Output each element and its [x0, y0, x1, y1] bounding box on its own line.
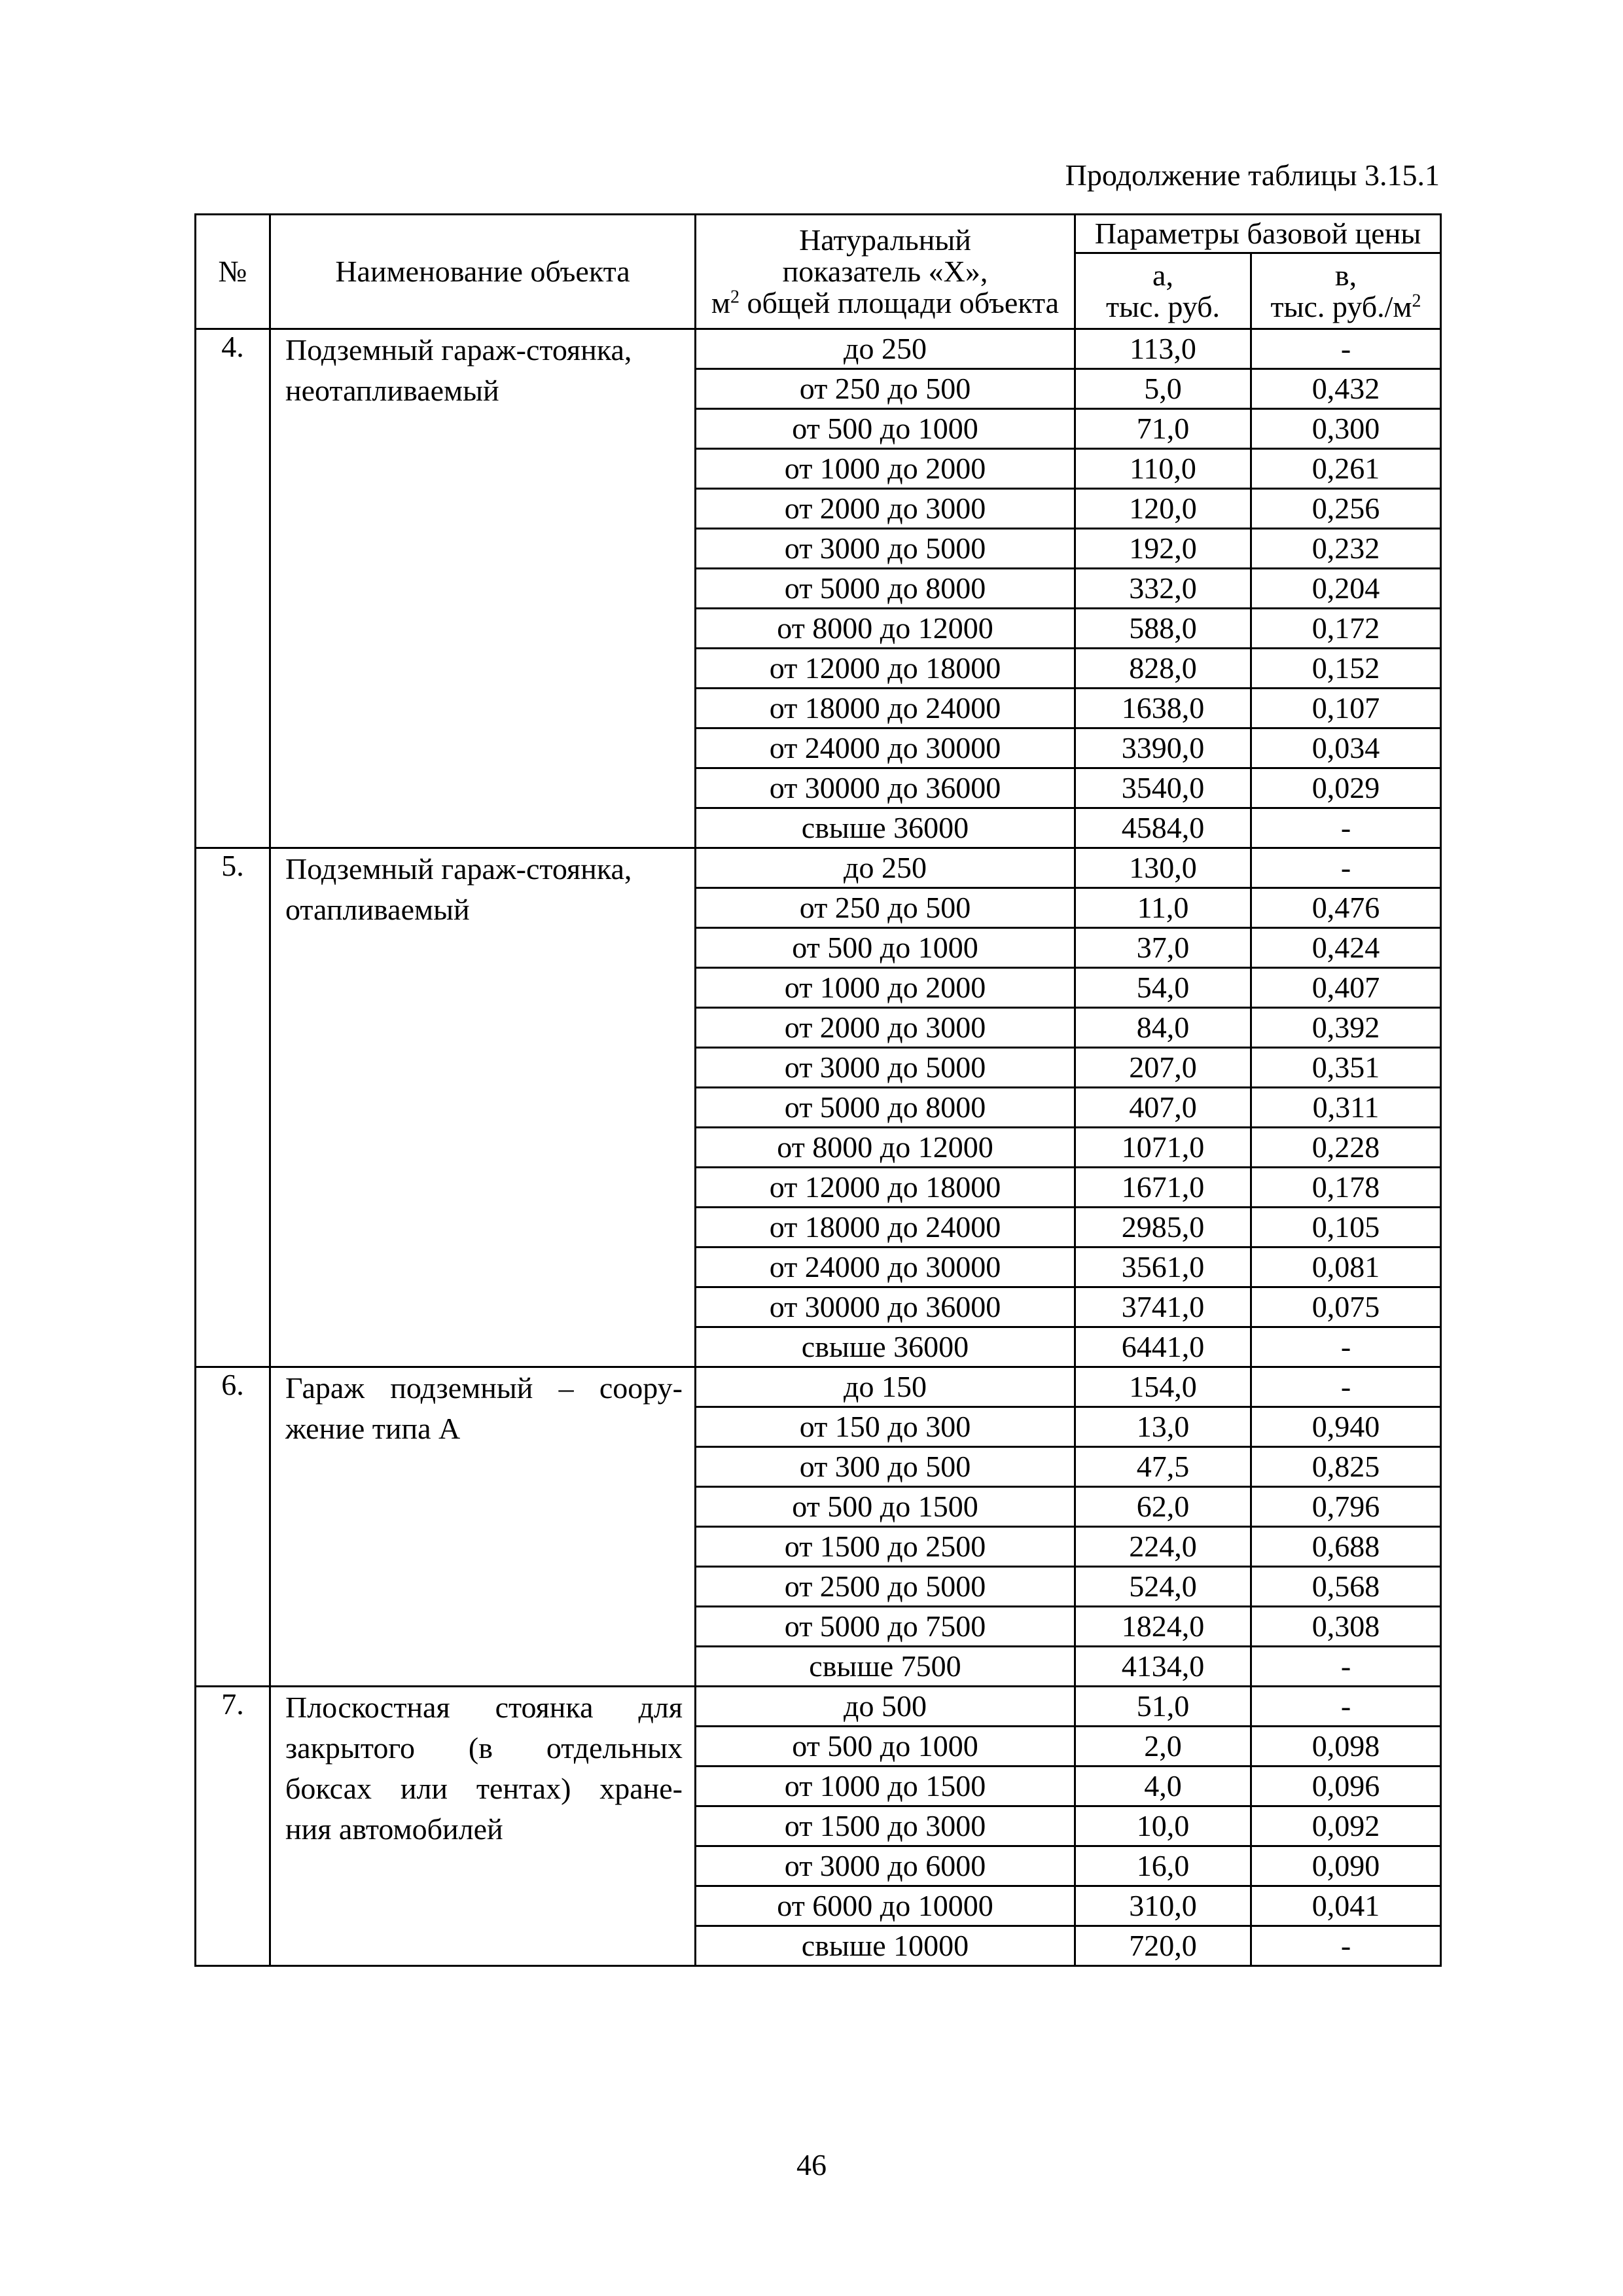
header-param-a	[1075, 253, 1251, 329]
param-b-value: -	[1251, 808, 1441, 848]
param-b-value: 0,825	[1251, 1447, 1441, 1487]
param-a-value: 37,0	[1075, 928, 1251, 968]
param-b-value: 0,311	[1251, 1088, 1441, 1128]
header-price-params: Параметры базовой цены	[1075, 215, 1441, 253]
param-b-value: 0,172	[1251, 609, 1441, 649]
param-b-value: 0,261	[1251, 449, 1441, 489]
param-b-value: -	[1251, 848, 1441, 888]
param-b-value: 0,940	[1251, 1407, 1441, 1447]
param-b-value: 0,300	[1251, 409, 1441, 449]
param-b-value: 0,476	[1251, 888, 1441, 928]
indicator-range: до 500	[696, 1687, 1075, 1727]
object-name-line: закрытого (в отдельных	[285, 1731, 683, 1765]
indicator-range: от 8000 до 12000	[696, 609, 1075, 649]
indicator-range: от 2000 до 3000	[696, 489, 1075, 529]
param-b-value: 0,096	[1251, 1767, 1441, 1806]
param-a-value: 130,0	[1075, 848, 1251, 888]
indicator-range: от 5000 до 7500	[696, 1607, 1075, 1647]
param-b-value: -	[1251, 1367, 1441, 1407]
object-name: Подземный гараж-стоянка, неотапливаемый	[270, 329, 696, 848]
param-b-value: 0,256	[1251, 489, 1441, 529]
param-b-value: 0,796	[1251, 1487, 1441, 1527]
param-b-value: 0,407	[1251, 968, 1441, 1008]
param-b-value: 0,432	[1251, 369, 1441, 409]
param-b-value: 0,204	[1251, 569, 1441, 609]
param-b-value: 0,090	[1251, 1846, 1441, 1886]
table-header-row-1	[196, 215, 1441, 253]
indicator-range: от 18000 до 24000	[696, 1208, 1075, 1247]
param-a-value: 2985,0	[1075, 1208, 1251, 1247]
param-a-value: 524,0	[1075, 1567, 1251, 1607]
object-name: Подземный гараж-стоянка, отапливаемый	[270, 848, 696, 1367]
param-b-value: 0,034	[1251, 728, 1441, 768]
param-a-value: 84,0	[1075, 1008, 1251, 1048]
indicator-range: от 500 до 1000	[696, 409, 1075, 449]
indicator-range: от 1000 до 2000	[696, 968, 1075, 1008]
param-a-value: 51,0	[1075, 1687, 1251, 1727]
param-a-value: 110,0	[1075, 449, 1251, 489]
param-b-value: 0,041	[1251, 1886, 1441, 1926]
table-row	[196, 1687, 1441, 1727]
indicator-range: от 150 до 300	[696, 1407, 1075, 1447]
param-b-value: 0,107	[1251, 689, 1441, 728]
indicator-range: до 150	[696, 1367, 1075, 1407]
param-b-value: -	[1251, 1327, 1441, 1367]
indicator-range: от 500 до 1500	[696, 1487, 1075, 1527]
indicator-range: от 1500 до 3000	[696, 1806, 1075, 1846]
param-b-value: 0,688	[1251, 1527, 1441, 1567]
param-a-value: 3741,0	[1075, 1287, 1251, 1327]
param-a-value: 54,0	[1075, 968, 1251, 1008]
object-name-line: Плоскостная стоянка для	[285, 1691, 683, 1724]
header-indicator-line1: Натуральный	[799, 223, 971, 257]
object-name	[270, 1687, 696, 1966]
param-b-value: 0,029	[1251, 768, 1441, 808]
indicator-range: от 500 до 1000	[696, 1727, 1075, 1767]
indicator-range: от 6000 до 10000	[696, 1886, 1075, 1926]
param-b-value: 0,075	[1251, 1287, 1441, 1327]
indicator-range: от 3000 до 5000	[696, 1048, 1075, 1088]
param-a-value: 310,0	[1075, 1886, 1251, 1926]
base-price-table	[194, 213, 1442, 1967]
indicator-range: свыше 36000	[696, 808, 1075, 848]
indicator-range: от 30000 до 36000	[696, 1287, 1075, 1327]
param-b-value: 0,351	[1251, 1048, 1441, 1088]
param-b-value: 0,228	[1251, 1128, 1441, 1168]
param-a-value: 407,0	[1075, 1088, 1251, 1128]
param-b-value: -	[1251, 1647, 1441, 1687]
header-param-b	[1251, 253, 1441, 329]
indicator-range: свыше 7500	[696, 1647, 1075, 1687]
param-a-value: 588,0	[1075, 609, 1251, 649]
param-b-value: -	[1251, 1926, 1441, 1966]
header-b-unit-sup: 2	[1412, 291, 1421, 312]
param-a-value: 3561,0	[1075, 1247, 1251, 1287]
param-a-value: 4134,0	[1075, 1647, 1251, 1687]
param-a-value: 3390,0	[1075, 728, 1251, 768]
param-b-value: 0,152	[1251, 649, 1441, 689]
indicator-range: от 8000 до 12000	[696, 1128, 1075, 1168]
indicator-range: от 24000 до 30000	[696, 1247, 1075, 1287]
param-a-value: 192,0	[1075, 529, 1251, 569]
param-b-value: 0,392	[1251, 1008, 1441, 1048]
param-a-value: 1638,0	[1075, 689, 1251, 728]
indicator-range: от 1000 до 2000	[696, 449, 1075, 489]
param-a-value: 11,0	[1075, 888, 1251, 928]
indicator-range: от 2000 до 3000	[696, 1008, 1075, 1048]
header-natural-indicator	[696, 215, 1075, 329]
param-a-value: 47,5	[1075, 1447, 1251, 1487]
indicator-range: до 250	[696, 329, 1075, 369]
param-a-value: 4584,0	[1075, 808, 1251, 848]
indicator-range: от 5000 до 8000	[696, 569, 1075, 609]
indicator-range: от 18000 до 24000	[696, 689, 1075, 728]
param-a-value: 5,0	[1075, 369, 1251, 409]
header-a-label: а,	[1152, 258, 1173, 292]
header-indicator-line2: показатель «X»,	[782, 255, 988, 288]
header-indicator-unit: м	[711, 286, 731, 319]
param-a-value: 10,0	[1075, 1806, 1251, 1846]
header-object-name: Наименование объекта	[270, 215, 696, 329]
param-b-value: 0,232	[1251, 529, 1441, 569]
header-b-unit: тыс. руб./м	[1270, 289, 1412, 323]
object-number: 7.	[196, 1687, 270, 1966]
header-indicator-unit-sup: 2	[730, 287, 740, 308]
table-row	[196, 848, 1441, 888]
indicator-range: от 300 до 500	[696, 1447, 1075, 1487]
header-b-label: в,	[1334, 258, 1357, 292]
page-number: 46	[796, 2148, 827, 2181]
param-a-value: 3540,0	[1075, 768, 1251, 808]
indicator-range: от 3000 до 6000	[696, 1846, 1075, 1886]
table-row	[196, 329, 1441, 369]
indicator-range: от 3000 до 5000	[696, 529, 1075, 569]
object-number: 6.	[196, 1367, 270, 1687]
param-a-value: 1824,0	[1075, 1607, 1251, 1647]
header-a-unit: тыс. руб.	[1105, 289, 1221, 323]
param-a-value: 120,0	[1075, 489, 1251, 529]
param-a-value: 4,0	[1075, 1767, 1251, 1806]
object-name-line: Гараж подземный – соору-	[285, 1371, 683, 1405]
param-b-value: 0,105	[1251, 1208, 1441, 1247]
table-caption: Продолжение таблицы 3.15.1	[1065, 158, 1440, 192]
param-b-value: -	[1251, 1687, 1441, 1727]
param-a-value: 224,0	[1075, 1527, 1251, 1567]
indicator-range: от 5000 до 8000	[696, 1088, 1075, 1128]
param-b-value: 0,308	[1251, 1607, 1441, 1647]
indicator-range: от 12000 до 18000	[696, 649, 1075, 689]
indicator-range: до 250	[696, 848, 1075, 888]
object-name-line: ния автомобилей	[285, 1812, 503, 1846]
indicator-range: свыше 10000	[696, 1926, 1075, 1966]
header-indicator-line3: общей площади объекта	[740, 286, 1060, 319]
header-num: №	[196, 215, 270, 329]
param-a-value: 1071,0	[1075, 1128, 1251, 1168]
indicator-range: от 250 до 500	[696, 369, 1075, 409]
indicator-range: от 1000 до 1500	[696, 1767, 1075, 1806]
param-b-value: 0,178	[1251, 1168, 1441, 1208]
param-a-value: 16,0	[1075, 1846, 1251, 1886]
param-a-value: 332,0	[1075, 569, 1251, 609]
param-a-value: 6441,0	[1075, 1327, 1251, 1367]
param-a-value: 13,0	[1075, 1407, 1251, 1447]
param-a-value: 62,0	[1075, 1487, 1251, 1527]
indicator-range: от 30000 до 36000	[696, 768, 1075, 808]
object-name-line: боксах или тентах) хране-	[285, 1772, 683, 1805]
object-name-line: жение типа А	[285, 1412, 461, 1445]
param-a-value: 1671,0	[1075, 1168, 1251, 1208]
param-a-value: 720,0	[1075, 1926, 1251, 1966]
indicator-range: от 500 до 1000	[696, 928, 1075, 968]
object-number: 4.	[196, 329, 270, 848]
indicator-range: от 2500 до 5000	[696, 1567, 1075, 1607]
indicator-range: свыше 36000	[696, 1327, 1075, 1367]
param-b-value: 0,081	[1251, 1247, 1441, 1287]
indicator-range: от 1500 до 2500	[696, 1527, 1075, 1567]
object-number: 5.	[196, 848, 270, 1367]
param-b-value: 0,098	[1251, 1727, 1441, 1767]
indicator-range: от 24000 до 30000	[696, 728, 1075, 768]
param-a-value: 207,0	[1075, 1048, 1251, 1088]
table-row	[196, 1367, 1441, 1407]
indicator-range: от 12000 до 18000	[696, 1168, 1075, 1208]
param-a-value: 2,0	[1075, 1727, 1251, 1767]
param-a-value: 828,0	[1075, 649, 1251, 689]
param-b-value: 0,424	[1251, 928, 1441, 968]
param-a-value: 71,0	[1075, 409, 1251, 449]
param-b-value: -	[1251, 329, 1441, 369]
indicator-range: от 250 до 500	[696, 888, 1075, 928]
param-a-value: 154,0	[1075, 1367, 1251, 1407]
param-a-value: 113,0	[1075, 329, 1251, 369]
object-name	[270, 1367, 696, 1687]
param-b-value: 0,092	[1251, 1806, 1441, 1846]
param-b-value: 0,568	[1251, 1567, 1441, 1607]
